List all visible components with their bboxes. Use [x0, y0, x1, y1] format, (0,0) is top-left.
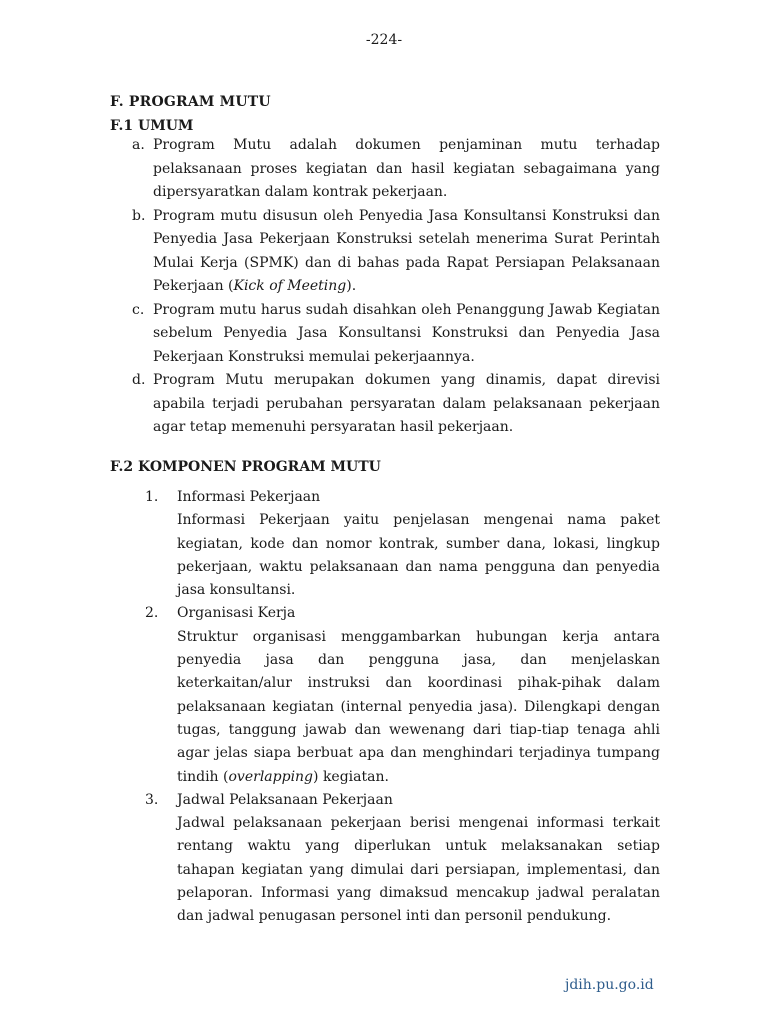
list-item: [145, 602, 660, 788]
footer-url: jdih.pu.go.id: [565, 977, 654, 993]
list-item: [132, 134, 660, 205]
item-title: Informasi Pekerjaan: [177, 489, 321, 505]
item-title: Jadwal Pelaksanaan Pekerjaan: [177, 791, 393, 808]
list-marker: 2.: [145, 605, 159, 622]
f2-list: [145, 486, 660, 929]
list-marker: c.: [132, 301, 145, 318]
page-number: -224-: [365, 32, 403, 48]
list-marker: a.: [132, 137, 145, 153]
item-title: Organisasi Kerja: [177, 605, 296, 622]
f1-list: [132, 134, 660, 440]
text-run: Struktur organisasi menggambarkan hubungan kerja antara penyedia jasa dan pengguna jasa, dan menjelaskan keterkaitan/alur instruksi dan koordinasi pihak-pihak dalam pelaksanaan kegiatan (internal penyedia jasa). Dilengkapi dengan tugas, tanggung jawab dan wewenang dari tiap-tiap tenaga ahli agar jelas siapa berbuat apa dan menghindari terjadinya tumpang tindih (: [177, 628, 660, 785]
list-item-text: Program Mutu adalah dokumen penjaminan mutu terhadap pelaksanaan proses kegiatan dan hasil kegiatan sebagaimana yang dipersyaratkan dalam kontrak pekerjaan.: [153, 137, 660, 200]
list-item-text: [153, 205, 660, 299]
list-item: [145, 789, 660, 929]
text-run: ).: [346, 278, 357, 294]
text-run: ) kegiatan.: [313, 768, 389, 785]
text-run: Program mutu disusun oleh Penyedia Jasa Konsultansi Konstruksi dan Penyedia Jasa Pekerjaan Konstruksi setelah menerima Surat Perintah Mulai Kerja (SPMK) dan di bahas pada Rapat Persiapan Pelaksanaan Pekerjaan (: [153, 207, 660, 294]
list-item-text: Program Mutu merupakan dokumen yang dinamis, dapat direvisi apabila terjadi perubahan persyaratan dalam pelaksanaan pekerjaan agar tetap memenuhi persyaratan hasil pekerjaan.: [153, 372, 660, 435]
section-title: F. PROGRAM MUTU: [110, 94, 271, 110]
list-marker: d.: [132, 372, 146, 388]
list-item-text: Program mutu harus sudah disahkan oleh Penanggung Jawab Kegiatan sebelum Penyedia Jasa Konsultansi Konstruksi dan Penyedia Jasa Pekerjaan Konstruksi memulai pekerjaannya.: [153, 301, 660, 365]
list-marker: 3.: [145, 791, 159, 808]
item-description: Informasi Pekerjaan yaitu penjelasan mengenai nama paket kegiatan, kode dan nomor kontrak, sumber dana, lokasi, lingkup pekerjaan, waktu pelaksanaan dan nama pengguna dan penyedia jasa konsultansi.: [177, 512, 660, 599]
list-item: [132, 299, 660, 370]
list-item: [145, 486, 660, 602]
list-marker: 1.: [145, 489, 159, 505]
subsection-title-f1: F.1 UMUM: [110, 118, 194, 134]
list-item: [132, 369, 660, 440]
subsection-title-f2: F.2 KOMPONEN PROGRAM MUTU: [110, 459, 381, 475]
list-item: [132, 205, 660, 299]
italic-term: Kick of Meeting: [233, 278, 347, 294]
list-marker: b.: [132, 207, 146, 224]
item-description: [177, 626, 660, 789]
item-description: Jadwal pelaksanaan pekerjaan berisi mengenai informasi terkait rentang waktu yang diperlukan untuk melaksanakan setiap tahapan kegiatan yang dimulai dari persiapan, implementasi, dan pelaporan. Informasi yang dimaksud mencakup jadwal peralatan dan jadwal penugasan personel inti dan personil pendukung.: [177, 815, 660, 925]
italic-term: overlapping: [228, 768, 314, 785]
